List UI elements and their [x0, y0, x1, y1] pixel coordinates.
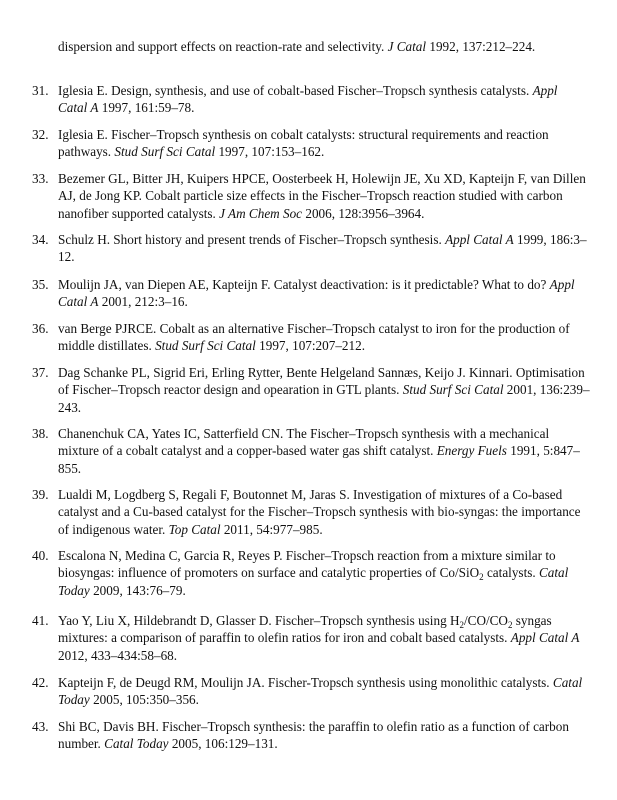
reference-segment: 2005, 105:350–356. — [89, 692, 199, 708]
reference-segment: Schulz H. Short history and present trends of Fischer–Tropsch synthesis. — [58, 232, 446, 247]
reference-number: 37. — [32, 365, 49, 380]
reference-segment: van Berge PJRCE. Cobalt as an alternative Fischer–Tropsch catalyst to iron for the production of middle distillates. — [58, 321, 570, 354]
journal-title: Catal Today — [58, 675, 583, 708]
reference-number: 35. — [32, 277, 49, 292]
reference-segment: 2011, 54:977–985. — [220, 521, 323, 537]
reference-number: 32. — [32, 127, 49, 142]
reference-segment: 2001, 136:239–243. — [58, 382, 590, 415]
reference-segment: 2012, 433–434:58–68. — [58, 647, 178, 663]
reference-segment: 1997, 161:59–78. — [98, 100, 195, 116]
journal-title: J Catal — [387, 39, 427, 54]
journal-title: J Am Chem Soc — [219, 205, 303, 221]
reference-segment: Kapteijn F, de Deugd RM, Moulijn JA. Fischer-Tropsch synthesis using monolithic catalysts. — [58, 675, 553, 690]
reference-text — [58, 718, 590, 753]
reference-text — [58, 674, 590, 709]
reference-text — [58, 231, 590, 266]
reference-segment: syngas mixtures: a comparison of paraffin to olefin ratios for iron and cobalt based catalysts. — [58, 613, 552, 646]
journal-title: Stud Surf Sci Catal — [155, 338, 256, 354]
reference-number: 34. — [32, 232, 49, 247]
reference-text — [58, 82, 590, 117]
reference-number: 38. — [32, 426, 49, 441]
reference-text — [58, 364, 590, 416]
reference-number: 36. — [32, 321, 49, 336]
reference-segment: dispersion and support effects on reaction-rate and selectivity. — [58, 39, 388, 54]
journal-title: Appl Catal A — [445, 232, 514, 247]
reference-number: 31. — [32, 83, 49, 98]
reference-segment: Moulijn JA, van Diepen AE, Kapteijn F. Catalyst deactivation: is it predictable? What to do? — [58, 277, 550, 292]
journal-title: Appl Catal A — [58, 83, 558, 116]
reference-segment: Escalona N, Medina C, Garcia R, Reyes P. Fischer–Tropsch reaction from a mixture similar to biosyngas: influence of promoters on surface and catalytic properties of Co/SiO — [58, 548, 556, 581]
reference-segment: 2009, 143:76–79. — [89, 582, 186, 598]
reference-text — [58, 547, 590, 599]
reference-text — [58, 425, 590, 477]
reference-number: 40. — [32, 548, 49, 563]
journal-title: Appl Catal A — [510, 630, 580, 646]
reference-text — [58, 126, 590, 161]
reference-segment: Dag Schanke PL, Sigrid Eri, Erling Rytter, Bente Helgeland Sannæs, Keijo J. Kinnari. Optimisation of Fischer–Tropsch reactor design and opearation in GTL plants. — [58, 365, 585, 398]
reference-text — [58, 170, 590, 222]
reference-segment: Shi BC, Davis BH. Fischer–Tropsch synthesis: the paraffin to olefin ratio as a function of carbon number. — [58, 719, 569, 752]
reference-number: 41. — [32, 613, 49, 628]
reference-segment: 2005, 106:129–131. — [168, 736, 278, 752]
journal-title: Appl Catal A — [58, 277, 575, 310]
reference-segment: Bezemer GL, Bitter JH, Kuipers HPCE, Oosterbeek H, Holewijn JE, Xu XD, Kapteijn F, van Dillen AJ, de Jong KP. Cobalt particle size effects in the Fischer–Tropsch reaction studied with carbon nanofiber supported catalysts. — [58, 171, 586, 221]
reference-segment: 1999, 186:3–12. — [58, 232, 587, 265]
reference-segment: 2001, 212:3–16. — [98, 294, 188, 310]
reference-number: 42. — [32, 675, 49, 690]
reference-text — [58, 38, 590, 55]
reference-segment: Iglesia E. Fischer–Tropsch synthesis on cobalt catalysts: structural requirements and reaction pathways. — [58, 127, 549, 160]
reference-number: 33. — [32, 171, 49, 186]
reference-segment: 2006, 128:3956–3964. — [302, 205, 425, 221]
reference-number: 43. — [32, 719, 49, 734]
reference-segment: 1992, 137:212–224. — [426, 39, 536, 54]
reference-segment: Lualdi M, Logdberg S, Regali F, Boutonnet M, Jaras S. Investigation of mixtures of a Co-based catalyst and a Cu-based catalyst for the Fischer–Tropsch synthesis with bio-syngas: the importance of indigenous water. — [58, 487, 581, 537]
reference-text — [58, 486, 590, 538]
reference-segment: /CO/CO — [463, 613, 508, 628]
reference-text — [58, 276, 590, 311]
reference-segment: Yao Y, Liu X, Hildebrandt D, Glasser D. Fischer–Tropsch synthesis using H — [58, 613, 460, 628]
journal-title: Stud Surf Sci Catal — [402, 382, 504, 398]
reference-segment: 1997, 107:153–162. — [215, 144, 325, 160]
subscript: 2 — [459, 620, 464, 630]
journal-title: Stud Surf Sci Catal — [114, 144, 216, 160]
reference-text — [58, 320, 590, 355]
reference-segment: catalysts. — [483, 565, 539, 581]
reference-number: 39. — [32, 487, 49, 502]
journal-title: Top Catal — [168, 521, 221, 537]
reference-segment: Chanenchuk CA, Yates IC, Satterfield CN. The Fischer–Tropsch synthesis with a mechanical mixture of a cobalt catalyst and a copper-based water gas shift catalyst. — [58, 426, 550, 459]
subscript: 2 — [507, 620, 513, 630]
journal-title: Catal Today — [58, 565, 569, 598]
reference-segment: Iglesia E. Design, synthesis, and use of cobalt-based Fischer–Tropsch synthesis catalysts. — [58, 83, 533, 98]
journal-title: Energy Fuels — [436, 443, 507, 459]
reference-segment: 1997, 107:207–212. — [255, 338, 365, 354]
journal-title: Catal Today — [104, 736, 169, 752]
reference-segment: 1991, 5:847–855. — [58, 443, 580, 476]
subscript: 2 — [479, 572, 484, 583]
reference-text — [58, 612, 590, 664]
